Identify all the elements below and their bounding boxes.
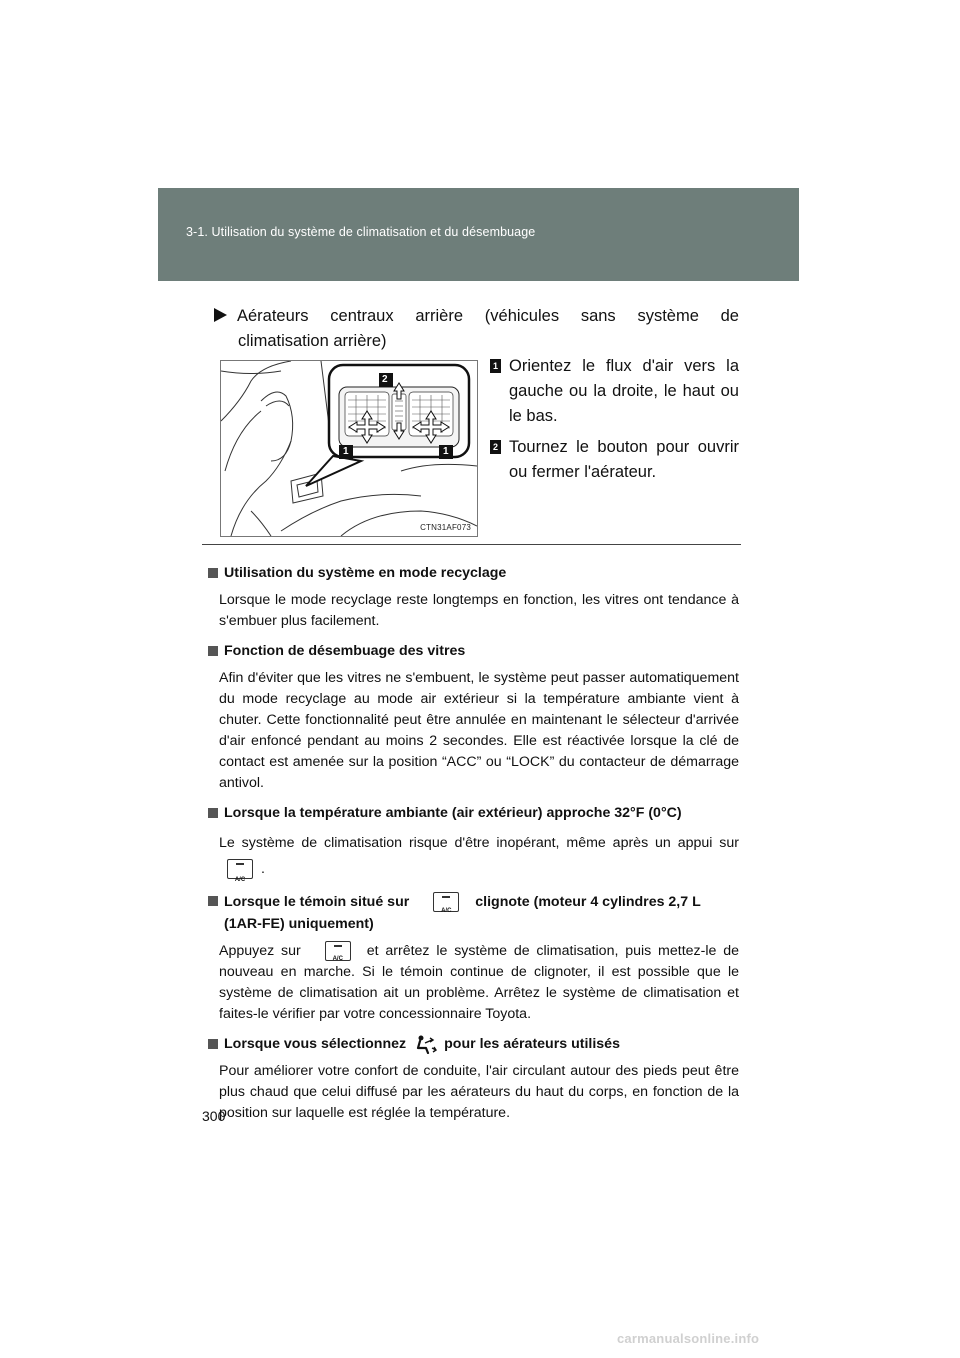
step-item xyxy=(490,435,739,485)
intro-word: sans xyxy=(580,307,616,325)
step-number-badge: 1 xyxy=(490,359,501,373)
intro-line-1 xyxy=(214,304,739,329)
intro-word: arrière xyxy=(415,307,464,325)
step-text: Tournez le bouton pour ouvrir ou fermer l'aérateur. xyxy=(509,438,739,481)
step-item xyxy=(490,354,739,429)
ac-button-icon: A/C xyxy=(325,941,351,961)
step-text: Orientez le flux d'air vers la gauche ou la droite, le haut ou le bas. xyxy=(509,357,739,425)
note-body: Le système de climatisation risque d'être inopérant, même après un appui sur A/C . xyxy=(219,835,739,884)
figure-code: CTN31AF073 xyxy=(420,523,471,532)
section-divider xyxy=(202,544,741,545)
square-bullet-icon xyxy=(208,896,218,906)
note-title: Lorsque la température ambiante (air extérieur) approche 32°F (0°C) xyxy=(208,803,739,824)
rear-vent-illustration xyxy=(220,360,478,537)
ac-button-icon: A/C xyxy=(227,859,253,879)
figure-badge-1-right-label: 1 xyxy=(443,446,449,457)
square-bullet-icon xyxy=(208,1039,218,1049)
triangle-bullet-icon xyxy=(214,308,227,322)
intro-word: système xyxy=(637,307,699,325)
steps-list xyxy=(490,354,739,491)
note-title: Fonction de désembuage des vitres xyxy=(208,641,739,662)
note-body: Appuyez sur A/C et arrêtez le système de climatisation, puis mettez-le de nouveau en marche. Si le témoin continue de clignoter, il est possible que le système de climatisation ait un problème. Arrêtez le système de climatisation et faites-le vérifier par votre concessionnaire Toyota. xyxy=(219,943,739,1022)
vent-drawing xyxy=(221,361,477,536)
intro-line-2: climatisation arrière) xyxy=(238,332,387,350)
ac-button-icon: A/C xyxy=(433,892,459,912)
page-number: 300 xyxy=(202,1108,226,1124)
seated-person-airflow-icon xyxy=(412,1034,438,1054)
intro-word: de xyxy=(720,307,739,325)
intro-heading xyxy=(214,304,739,354)
square-bullet-icon xyxy=(208,568,218,578)
intro-word: (véhicules xyxy=(484,307,560,325)
intro-word: Aérateurs xyxy=(237,307,309,325)
note-title: Utilisation du système en mode recyclage xyxy=(208,563,739,584)
note-body: Pour améliorer votre confort de conduite, l'air circulant autour des pieds peut être plus chaud que celui diffusé par les aérateurs du haut du corps, en fonction de la position sur laquelle est réglée la température. xyxy=(219,1063,739,1121)
watermark: carmanualsonline.info xyxy=(617,1331,760,1346)
note-body: Afin d'éviter que les vitres ne s'embuent, le système peut passer automatiquement du mode recyclage au mode air extérieur si la température ambiante vient à chuter. Cette fonctionnalité peut être annulée en maintenant le sélecteur d'arrivée d'air enfoncé pendant au moins 2 secondes. Elle est réactivée lorsque la clé de contact est amenée sur la position “ACC” ou “LOCK” du contacteur de démarrage antivol. xyxy=(219,670,739,791)
square-bullet-icon xyxy=(208,646,218,656)
note-title: Lorsque le témoin situé sur A/C clignote (moteur 4 cylindres 2,7 L (1AR-FE) uniquement) xyxy=(208,891,739,935)
notes-section xyxy=(208,563,739,1124)
step-number-badge: 2 xyxy=(490,440,501,454)
section-title: 3-1. Utilisation du système de climatisation et du désembuage xyxy=(186,225,536,239)
intro-word: centraux xyxy=(330,307,394,325)
square-bullet-icon xyxy=(208,808,218,818)
note-body: Lorsque le mode recyclage reste longtemps en fonction, les vitres ont tendance à s'embuer plus facilement. xyxy=(219,592,739,629)
section-header xyxy=(158,188,799,281)
figure-badge-2-label: 2 xyxy=(382,374,388,385)
note-title: Lorsque vous sélectionnez pour les aérateurs utilisés xyxy=(208,1034,739,1055)
figure-badge-1-left-label: 1 xyxy=(343,446,349,457)
